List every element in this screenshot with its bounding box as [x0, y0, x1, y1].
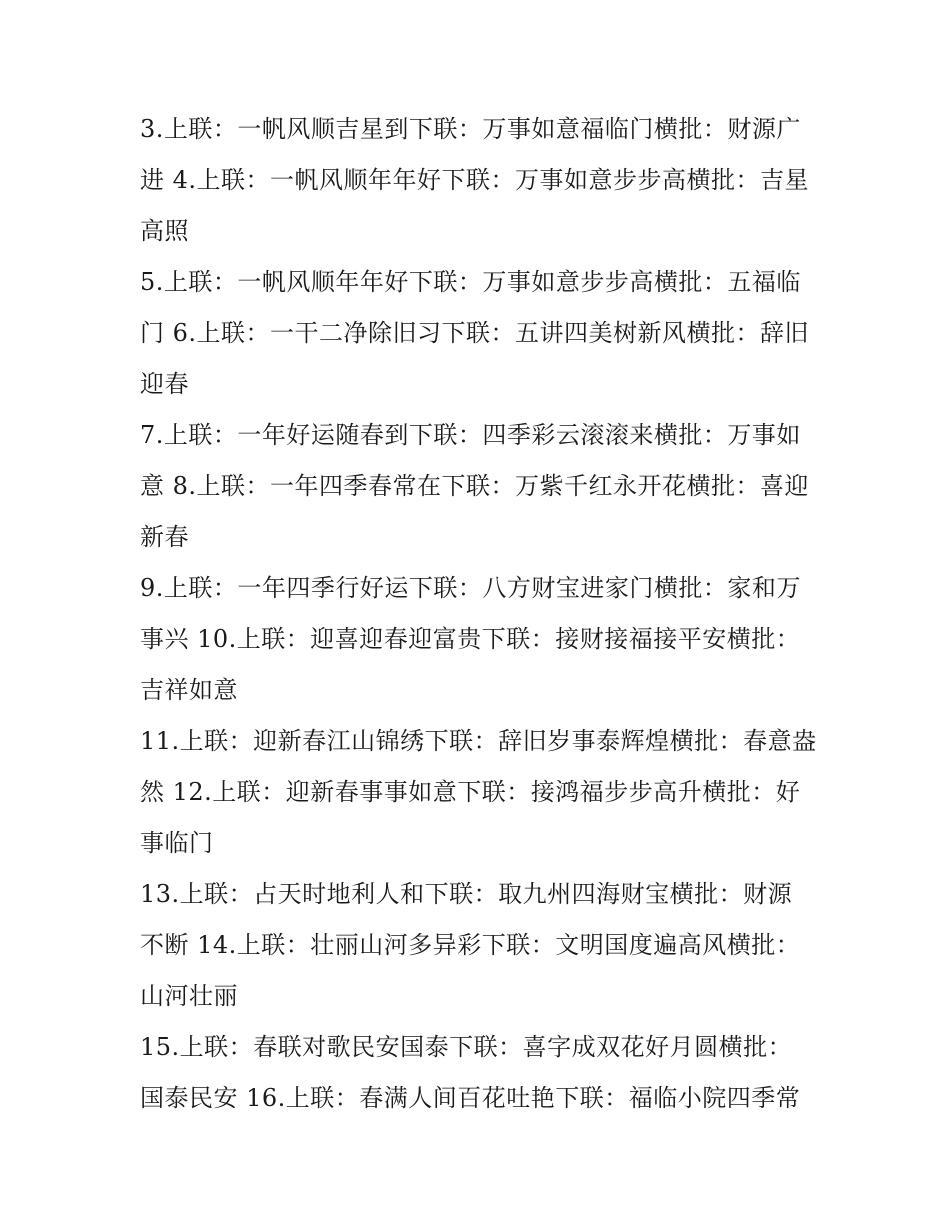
- text-line: 事临门: [140, 829, 214, 857]
- text-line: 吉祥如意: [140, 676, 238, 704]
- text-line: 新春: [140, 523, 189, 551]
- text-line: 11.上联：迎新春江山锦绣下联：辞旧岁事泰辉煌横批：春意盎: [140, 727, 817, 755]
- text-line: 然 12.上联：迎新春事事如意下联：接鸿福步步高升横批：好: [140, 778, 801, 806]
- text-line: 门 6.上联：一干二净除旧习下联：五讲四美树新风横批：辞旧: [140, 319, 810, 347]
- text-line: 意 8.上联：一年四季春常在下联：万紫千红永开花横批：喜迎: [140, 472, 810, 500]
- text-line: 9.上联：一年四季行好运下联：八方财宝进家门横批：家和万: [140, 574, 801, 602]
- text-line: 15.上联：春联对歌民安国泰下联：喜字成双花好月圆横批：: [140, 1033, 793, 1061]
- text-line: 高照: [140, 217, 189, 245]
- text-line: 3.上联：一帆风顺吉星到下联：万事如意福临门横批：财源广: [140, 115, 801, 143]
- text-line: 事兴 10.上联：迎喜迎春迎富贵下联：接财接福接平安横批：: [140, 625, 801, 653]
- text-line: 迎春: [140, 370, 189, 398]
- text-line: 进 4.上联：一帆风顺年年好下联：万事如意步步高横批：吉星: [140, 166, 810, 194]
- text-line: 不断 14.上联：壮丽山河多异彩下联：文明国度遍高风横批：: [140, 931, 801, 959]
- text-line: 5.上联：一帆风顺年年好下联：万事如意步步高横批：五福临: [140, 268, 801, 296]
- text-line: 山河壮丽: [140, 982, 238, 1010]
- text-line: 7.上联：一年好运随春到下联：四季彩云滚滚来横批：万事如: [140, 421, 801, 449]
- text-line: 13.上联：占天时地利人和下联：取九州四海财宝横批：财源: [140, 880, 793, 908]
- text-line: 国泰民安 16.上联：春满人间百花吐艳下联：福临小院四季常: [140, 1084, 801, 1112]
- document-body: [140, 104, 820, 1124]
